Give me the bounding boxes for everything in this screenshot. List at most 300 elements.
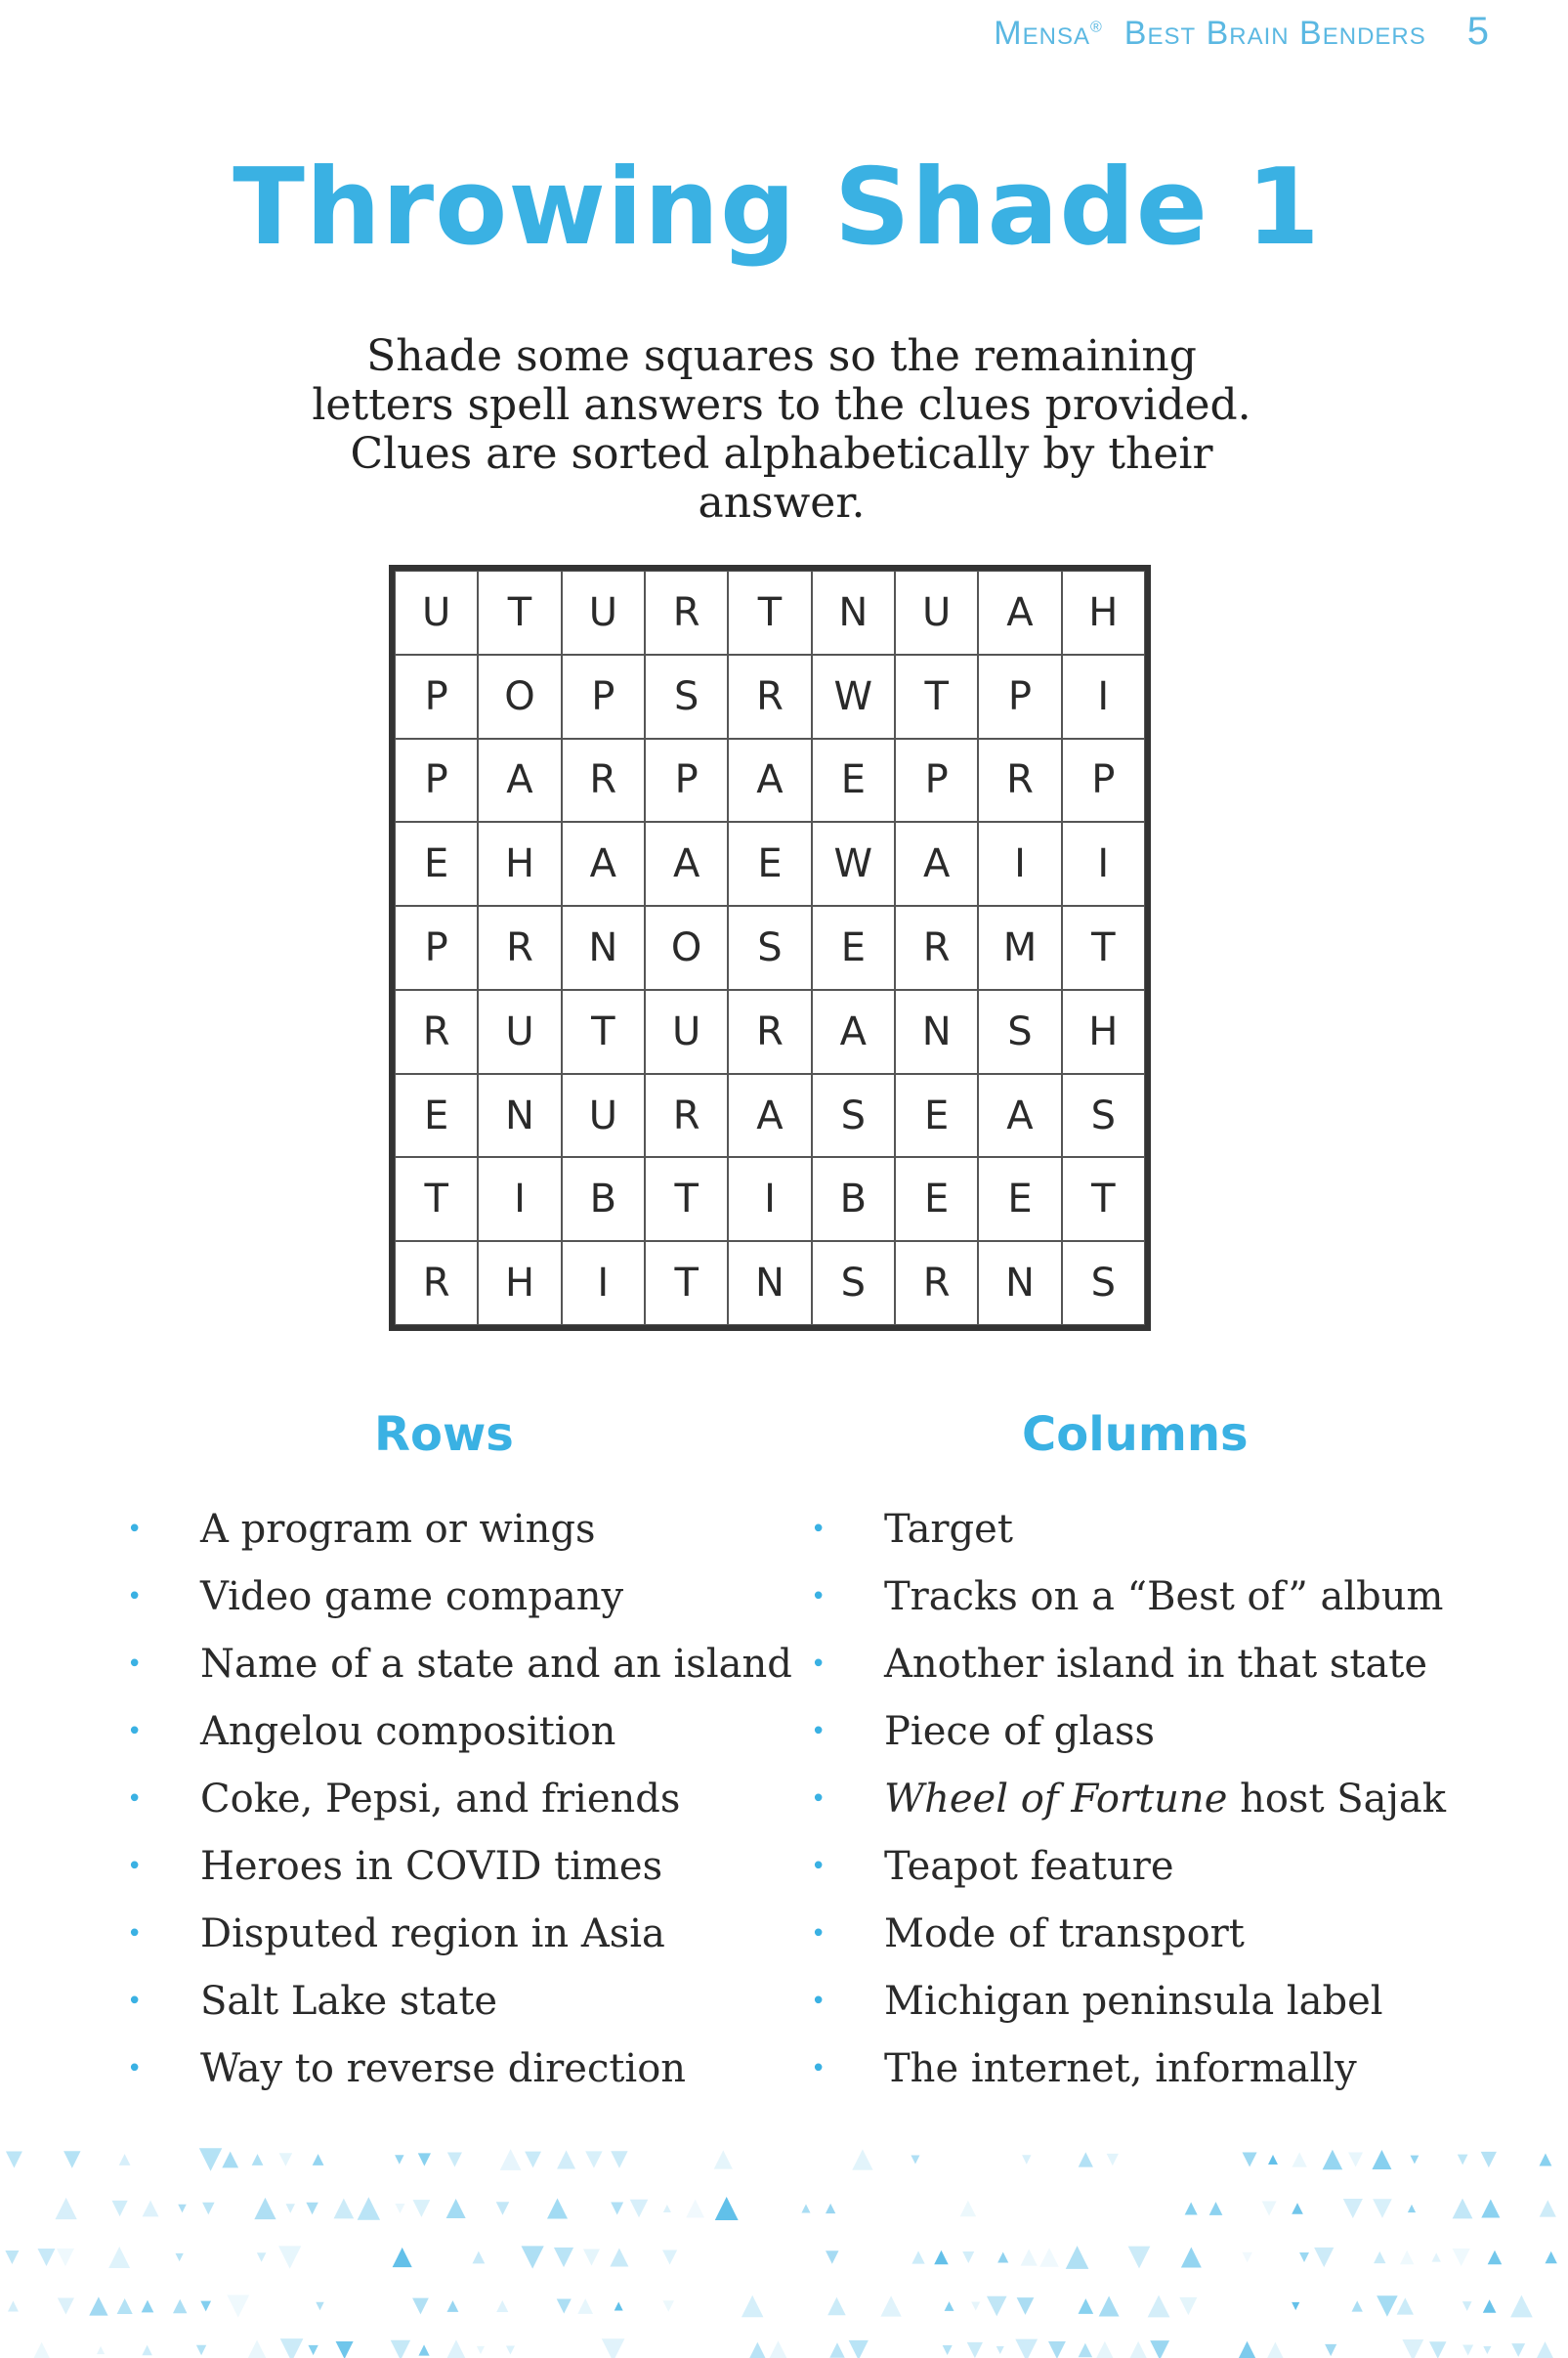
triangle-decoration bbox=[1540, 2154, 1552, 2166]
column-clue bbox=[811, 1630, 1446, 1697]
triangle-decoration bbox=[1410, 2156, 1419, 2165]
triangle-decoration bbox=[97, 2346, 105, 2354]
triangle-decoration bbox=[196, 2345, 206, 2355]
grid-cell[interactable]: R bbox=[728, 655, 811, 739]
triangle-decoration bbox=[222, 2152, 238, 2168]
triangle-decoration bbox=[525, 2152, 541, 2168]
triangle-decoration bbox=[1511, 2343, 1525, 2357]
triangle-decoration bbox=[742, 2295, 763, 2317]
grid-cell[interactable]: R bbox=[395, 990, 478, 1074]
triangle-decoration bbox=[445, 2339, 466, 2358]
grid-cell[interactable]: W bbox=[812, 822, 895, 906]
triangle-decoration bbox=[1243, 2152, 1257, 2166]
grid-cell[interactable]: H bbox=[478, 822, 561, 906]
triangle-decoration bbox=[911, 2251, 924, 2263]
triangle-decoration bbox=[1462, 2344, 1473, 2355]
triangle-decoration bbox=[1096, 2341, 1114, 2358]
grid-cell[interactable]: T bbox=[395, 1157, 478, 1241]
triangle-decoration bbox=[557, 2151, 575, 2169]
clue-text: Salt Lake state bbox=[200, 1978, 498, 2024]
grid-cell[interactable]: E bbox=[895, 1074, 978, 1158]
triangle-decoration bbox=[577, 2298, 593, 2314]
triangle-decoration bbox=[987, 2296, 1007, 2317]
clue-text: Disputed region in Asia bbox=[200, 1910, 665, 1956]
triangle-decoration bbox=[1453, 2199, 1473, 2219]
triangle-decoration bbox=[1323, 2150, 1343, 2170]
triangle-decoration bbox=[1292, 2152, 1306, 2166]
triangle-decoration bbox=[418, 2344, 429, 2355]
triangle-decoration bbox=[58, 2297, 74, 2314]
triangle-decoration bbox=[477, 2346, 485, 2354]
triangle-decoration bbox=[1148, 2295, 1170, 2318]
triangle-decoration bbox=[1150, 2340, 1169, 2358]
triangle-decoration bbox=[1129, 2341, 1147, 2358]
column-clue bbox=[811, 1495, 1446, 1563]
triangle-decoration bbox=[6, 2152, 22, 2168]
triangle-decoration bbox=[1314, 2248, 1334, 2267]
grid-cell[interactable]: P bbox=[395, 739, 478, 823]
triangle-decoration bbox=[142, 2345, 151, 2355]
grid-cell[interactable]: A bbox=[728, 739, 811, 823]
bullet-icon: • bbox=[127, 1851, 143, 1881]
bullet-icon: • bbox=[127, 1581, 143, 1611]
triangle-decoration bbox=[852, 2149, 872, 2169]
triangle-decoration bbox=[522, 2246, 544, 2268]
triangle-decoration bbox=[413, 2200, 431, 2217]
grid-cell[interactable]: S bbox=[1062, 1241, 1145, 1325]
bullet-icon: • bbox=[811, 1986, 826, 2016]
triangle-decoration bbox=[971, 2301, 980, 2310]
clue-text: Coke, Pepsi, and friends bbox=[200, 1776, 681, 1822]
grid-cell[interactable]: P bbox=[978, 655, 1061, 739]
grid-cell[interactable]: T bbox=[645, 1157, 728, 1241]
column-clue bbox=[811, 1967, 1446, 2035]
triangle-decoration bbox=[1039, 2248, 1059, 2267]
series-name: Best Brain Benders bbox=[1123, 15, 1426, 52]
registered-mark: ® bbox=[1089, 19, 1103, 36]
triangle-decoration bbox=[686, 2200, 704, 2218]
row-clue bbox=[127, 1563, 792, 1630]
triangle-decoration bbox=[412, 2298, 429, 2315]
grid-cell[interactable]: T bbox=[728, 571, 811, 655]
grid-cell[interactable]: O bbox=[645, 906, 728, 990]
triangle-decoration bbox=[1179, 2297, 1197, 2315]
clue-text: Mode of transport bbox=[884, 1910, 1245, 1956]
triangle-decoration bbox=[33, 2342, 50, 2358]
grid-cell[interactable]: R bbox=[395, 1241, 478, 1325]
grid-cell[interactable]: E bbox=[895, 1157, 978, 1241]
triangle-decoration bbox=[252, 2154, 264, 2165]
grid-cell[interactable]: N bbox=[728, 1241, 811, 1325]
triangle-decoration bbox=[334, 2199, 355, 2219]
columns-clue-list bbox=[811, 1495, 1446, 2102]
triangle-decoration bbox=[447, 2152, 462, 2166]
triangle-decoration bbox=[1343, 2199, 1363, 2218]
grid-cell[interactable]: T bbox=[478, 571, 561, 655]
triangle-decoration bbox=[393, 2248, 412, 2267]
triangle-decoration bbox=[395, 2204, 404, 2213]
grid-cell[interactable]: U bbox=[645, 990, 728, 1074]
grid-cell[interactable]: O bbox=[478, 655, 561, 739]
grid-cell[interactable]: H bbox=[1062, 990, 1145, 1074]
bullet-icon: • bbox=[811, 1918, 826, 1949]
column-clue bbox=[811, 1563, 1446, 1630]
grid-cell[interactable]: N bbox=[812, 571, 895, 655]
clue-text: Wheel of Fortune host Sajak bbox=[884, 1776, 1446, 1822]
grid-cell[interactable]: A bbox=[645, 822, 728, 906]
triangle-decoration bbox=[1079, 2343, 1093, 2358]
triangle-decoration bbox=[1352, 2300, 1363, 2311]
triangle-decoration bbox=[254, 2198, 275, 2219]
triangle-decoration bbox=[585, 2151, 602, 2167]
column-clue bbox=[811, 1765, 1446, 1832]
grid-cell[interactable]: U bbox=[478, 990, 561, 1074]
triangle-decoration bbox=[1267, 2342, 1284, 2358]
rows-heading: Rows bbox=[374, 1407, 514, 1462]
triangle-decoration bbox=[143, 2201, 159, 2217]
bullet-icon: • bbox=[811, 1581, 826, 1611]
triangle-decoration bbox=[826, 2204, 835, 2213]
triangle-decoration bbox=[1540, 2200, 1556, 2216]
row-clue bbox=[127, 1630, 792, 1697]
triangle-decoration bbox=[418, 2153, 431, 2165]
triangle-decoration bbox=[38, 2249, 56, 2266]
grid-cell[interactable]: A bbox=[978, 1074, 1061, 1158]
triangle-decoration bbox=[1377, 2295, 1397, 2316]
triangle-decoration bbox=[557, 2298, 572, 2313]
triangle-decoration bbox=[308, 2345, 318, 2355]
triangle-decoration bbox=[178, 2205, 187, 2213]
triangle-decoration bbox=[447, 2300, 459, 2312]
grid-cell[interactable]: N bbox=[478, 1074, 561, 1158]
bullet-icon: • bbox=[127, 1986, 143, 2016]
bullet-icon: • bbox=[127, 1918, 143, 1949]
instructions: Shade some squares so the remaining letters spell answers to the clues provided. Clues are sorted alphabetically by their answer. bbox=[312, 331, 1251, 528]
row-clue bbox=[127, 1900, 792, 1967]
triangle-decoration bbox=[962, 2251, 974, 2263]
bullet-icon: • bbox=[127, 1514, 143, 1544]
triangle-decoration bbox=[997, 2251, 1008, 2262]
grid-cell[interactable]: H bbox=[1062, 571, 1145, 655]
triangle-decoration bbox=[611, 2151, 627, 2167]
grid-cell[interactable]: S bbox=[978, 990, 1061, 1074]
triangle-decoration bbox=[911, 2155, 919, 2164]
triangle-decoration bbox=[1537, 2341, 1554, 2358]
triangle-decoration bbox=[662, 2250, 677, 2264]
triangle-decoration bbox=[1292, 2203, 1303, 2214]
bullet-icon: • bbox=[127, 2053, 143, 2083]
column-clue bbox=[811, 1900, 1446, 1967]
grid-cell[interactable]: B bbox=[562, 1157, 645, 1241]
triangle-decoration bbox=[8, 2301, 19, 2312]
grid-cell[interactable]: I bbox=[1062, 655, 1145, 739]
triangle-decoration bbox=[801, 2204, 810, 2212]
grid-cell[interactable]: U bbox=[395, 571, 478, 655]
page-number: 5 bbox=[1466, 10, 1490, 53]
triangle-decoration bbox=[108, 2247, 130, 2268]
triangle-decoration bbox=[316, 2302, 323, 2310]
grid-cell[interactable]: I bbox=[1062, 822, 1145, 906]
columns-heading: Columns bbox=[1022, 1407, 1249, 1462]
triangle-decoration bbox=[880, 2295, 901, 2316]
triangle-decoration bbox=[199, 2148, 223, 2171]
triangle-decoration bbox=[1079, 2298, 1094, 2314]
rows-clue-list bbox=[127, 1495, 792, 2102]
triangle-decoration bbox=[943, 2345, 953, 2355]
grid-cell[interactable]: S bbox=[645, 655, 728, 739]
row-clue bbox=[127, 1697, 792, 1765]
row-clue bbox=[127, 1765, 792, 1832]
grid-cell[interactable]: U bbox=[895, 571, 978, 655]
triangle-decoration bbox=[1374, 2251, 1385, 2263]
triangle-decoration bbox=[1242, 2252, 1252, 2263]
grid-cell[interactable]: U bbox=[562, 1074, 645, 1158]
grid-cell[interactable]: P bbox=[562, 655, 645, 739]
triangle-decoration bbox=[1462, 2301, 1472, 2311]
triangle-decoration bbox=[602, 2338, 625, 2358]
grid-cell[interactable]: R bbox=[895, 1241, 978, 1325]
grid-cell[interactable]: P bbox=[645, 739, 728, 823]
grid-cell[interactable]: S bbox=[812, 1241, 895, 1325]
triangle-decoration bbox=[1510, 2295, 1533, 2318]
triangle-decoration bbox=[630, 2200, 649, 2218]
grid-cell[interactable]: E bbox=[978, 1157, 1061, 1241]
grid-cell[interactable]: S bbox=[812, 1074, 895, 1158]
triangle-decoration bbox=[662, 2300, 674, 2312]
row-clue bbox=[127, 1967, 792, 2035]
clue-text: Angelou composition bbox=[200, 1708, 616, 1754]
grid-cell[interactable]: N bbox=[895, 990, 978, 1074]
grid-cell[interactable]: T bbox=[895, 655, 978, 739]
triangle-decoration bbox=[967, 2342, 983, 2358]
row-clue bbox=[127, 1832, 792, 1900]
grid-cell[interactable]: U bbox=[562, 571, 645, 655]
grid-cell[interactable]: A bbox=[812, 990, 895, 1074]
running-header bbox=[994, 10, 1490, 54]
clue-text: The internet, informally bbox=[884, 2045, 1357, 2091]
triangle-decoration bbox=[1262, 2202, 1277, 2216]
triangle-decoration bbox=[1397, 2297, 1414, 2314]
triangle-decoration bbox=[554, 2248, 573, 2267]
grid-cell[interactable]: T bbox=[645, 1241, 728, 1325]
triangle-decoration bbox=[583, 2250, 600, 2266]
grid-cell[interactable]: B bbox=[812, 1157, 895, 1241]
triangle-decoration bbox=[1292, 2302, 1299, 2310]
triangle-decoration bbox=[1181, 2248, 1202, 2268]
grid-cell[interactable]: W bbox=[812, 655, 895, 739]
triangle-decoration bbox=[1372, 2150, 1391, 2169]
grid-cell[interactable]: N bbox=[978, 1241, 1061, 1325]
clue-text: Tracks on a “Best of” album bbox=[884, 1573, 1444, 1619]
triangle-decoration bbox=[1402, 2339, 1423, 2358]
triangle-decoration bbox=[395, 2155, 403, 2164]
triangle-decoration bbox=[142, 2300, 154, 2313]
row-clue bbox=[127, 1495, 792, 1563]
triangle-decoration bbox=[1268, 2155, 1278, 2165]
triangle-decoration bbox=[1209, 2202, 1223, 2215]
triangle-pattern-decoration bbox=[0, 2130, 1568, 2358]
clue-text: Another island in that state bbox=[884, 1641, 1428, 1687]
grid-cell[interactable]: I bbox=[478, 1157, 561, 1241]
triangle-decoration bbox=[1299, 2252, 1309, 2262]
grid-cell[interactable]: S bbox=[728, 906, 811, 990]
triangle-decoration bbox=[5, 2251, 19, 2264]
grid-cell[interactable]: H bbox=[478, 1241, 561, 1325]
bullet-icon: • bbox=[811, 1649, 826, 1679]
bullet-icon: • bbox=[127, 1649, 143, 1679]
grid-cell[interactable]: A bbox=[978, 571, 1061, 655]
bullet-icon: • bbox=[811, 1514, 826, 1544]
triangle-decoration bbox=[1429, 2341, 1446, 2358]
grid-cell[interactable]: E bbox=[728, 822, 811, 906]
brand-name: Mensa® bbox=[994, 15, 1103, 52]
triangle-decoration bbox=[89, 2296, 107, 2315]
triangle-decoration bbox=[1021, 2249, 1038, 2265]
triangle-decoration bbox=[247, 2340, 268, 2358]
triangle-decoration bbox=[610, 2249, 628, 2267]
triangle-decoration bbox=[500, 2149, 522, 2170]
grid-cell[interactable]: I bbox=[562, 1241, 645, 1325]
bullet-icon: • bbox=[811, 2053, 826, 2083]
grid-cell[interactable]: I bbox=[728, 1157, 811, 1241]
grid-cell[interactable]: A bbox=[895, 822, 978, 906]
grid-cell[interactable]: R bbox=[645, 571, 728, 655]
triangle-decoration bbox=[1488, 2251, 1503, 2265]
triangle-decoration bbox=[391, 2340, 410, 2358]
triangle-decoration bbox=[1017, 2297, 1035, 2315]
triangle-decoration bbox=[663, 2205, 671, 2212]
grid-cell[interactable]: P bbox=[895, 739, 978, 823]
triangle-decoration bbox=[1348, 2152, 1363, 2166]
triangle-decoration bbox=[112, 2201, 128, 2216]
triangle-decoration bbox=[358, 2197, 380, 2219]
triangle-decoration bbox=[849, 2340, 869, 2358]
bullet-icon: • bbox=[811, 1783, 826, 1814]
bullet-icon: • bbox=[811, 1851, 826, 1881]
grid-cell[interactable]: R bbox=[978, 739, 1061, 823]
triangle-decoration bbox=[960, 2201, 977, 2217]
grid-cell[interactable]: R bbox=[728, 990, 811, 1074]
triangle-decoration bbox=[826, 2251, 838, 2263]
triangle-decoration bbox=[934, 2251, 948, 2264]
grid-cell[interactable]: R bbox=[478, 906, 561, 990]
column-clue bbox=[811, 1832, 1446, 1900]
triangle-decoration bbox=[1128, 2247, 1151, 2269]
grid-cell[interactable]: M bbox=[978, 906, 1061, 990]
grid-cell[interactable]: E bbox=[812, 906, 895, 990]
grid-cell[interactable]: T bbox=[1062, 1157, 1145, 1241]
triangle-decoration bbox=[506, 2345, 515, 2354]
grid-cell[interactable]: I bbox=[978, 822, 1061, 906]
grid-cell[interactable]: N bbox=[562, 906, 645, 990]
triangle-decoration bbox=[176, 2253, 184, 2261]
triangle-decoration bbox=[1458, 2155, 1468, 2165]
triangle-decoration bbox=[996, 2346, 1004, 2354]
triangle-decoration bbox=[202, 2203, 214, 2214]
grid-cell[interactable]: E bbox=[812, 739, 895, 823]
triangle-decoration bbox=[1079, 2152, 1093, 2166]
page-title: Throwing Shade 1 bbox=[233, 147, 1321, 269]
triangle-decoration bbox=[715, 2197, 739, 2220]
grid-cell[interactable]: R bbox=[562, 739, 645, 823]
triangle-decoration bbox=[749, 2342, 765, 2358]
triangle-decoration bbox=[1481, 2199, 1500, 2217]
triangle-decoration bbox=[827, 2297, 845, 2315]
grid-cell[interactable]: R bbox=[645, 1074, 728, 1158]
triangle-decoration bbox=[117, 2298, 133, 2314]
triangle-decoration bbox=[1400, 2251, 1414, 2264]
triangle-decoration bbox=[173, 2299, 187, 2313]
column-clue bbox=[811, 2035, 1446, 2102]
clue-text: Michigan peninsula label bbox=[884, 1978, 1383, 2024]
triangle-decoration bbox=[1325, 2344, 1336, 2356]
triangle-decoration bbox=[1373, 2199, 1392, 2218]
triangle-decoration bbox=[769, 2340, 787, 2358]
triangle-decoration bbox=[1048, 2341, 1066, 2358]
grid-cell[interactable]: A bbox=[728, 1074, 811, 1158]
triangle-decoration bbox=[64, 2151, 80, 2167]
puzzle-grid bbox=[389, 565, 1151, 1331]
triangle-decoration bbox=[313, 2154, 324, 2165]
clue-text: Heroes in COVID times bbox=[200, 1843, 663, 1889]
triangle-decoration bbox=[611, 2203, 623, 2215]
column-clue bbox=[811, 1697, 1446, 1765]
triangle-decoration bbox=[945, 2301, 954, 2311]
triangle-decoration bbox=[1408, 2205, 1416, 2212]
bullet-icon: • bbox=[811, 1716, 826, 1746]
bullet-icon: • bbox=[127, 1783, 143, 1814]
triangle-decoration bbox=[1483, 2346, 1491, 2354]
triangle-decoration bbox=[1483, 2299, 1497, 2313]
triangle-decoration bbox=[1453, 2249, 1470, 2266]
clue-text: Piece of glass bbox=[884, 1708, 1156, 1754]
triangle-decoration bbox=[1545, 2251, 1556, 2263]
row-clue bbox=[127, 2035, 792, 2102]
triangle-decoration bbox=[227, 2295, 249, 2318]
triangle-decoration bbox=[1066, 2246, 1089, 2269]
triangle-decoration bbox=[473, 2251, 486, 2264]
grid-cell[interactable]: P bbox=[395, 655, 478, 739]
triangle-decoration bbox=[1099, 2296, 1120, 2317]
grid-cell[interactable]: S bbox=[1062, 1074, 1145, 1158]
triangle-decoration bbox=[1022, 2155, 1031, 2164]
triangle-decoration bbox=[336, 2341, 354, 2358]
grid-cell[interactable]: T bbox=[1062, 906, 1145, 990]
triangle-decoration bbox=[1185, 2203, 1198, 2215]
triangle-decoration bbox=[55, 2198, 76, 2219]
grid-cell[interactable]: A bbox=[562, 822, 645, 906]
triangle-decoration bbox=[496, 2300, 508, 2312]
triangle-decoration bbox=[57, 2249, 74, 2266]
triangle-decoration bbox=[119, 2154, 131, 2165]
triangle-decoration bbox=[257, 2252, 266, 2261]
triangle-decoration bbox=[496, 2202, 510, 2215]
triangle-decoration bbox=[829, 2342, 844, 2357]
grid-cell[interactable]: R bbox=[895, 906, 978, 990]
clue-text: Teapot feature bbox=[884, 1843, 1174, 1889]
triangle-decoration bbox=[714, 2150, 733, 2168]
triangle-decoration bbox=[280, 2338, 304, 2358]
grid-cell[interactable]: T bbox=[562, 990, 645, 1074]
grid-cell[interactable]: A bbox=[478, 739, 561, 823]
clue-text: Way to reverse direction bbox=[200, 2045, 687, 2091]
clue-text: Target bbox=[884, 1506, 1013, 1552]
grid-cell[interactable]: P bbox=[395, 906, 478, 990]
grid-cell[interactable]: P bbox=[1062, 739, 1145, 823]
triangle-decoration bbox=[1238, 2341, 1255, 2358]
grid-cell[interactable]: E bbox=[395, 1074, 478, 1158]
grid-cell[interactable]: E bbox=[395, 822, 478, 906]
